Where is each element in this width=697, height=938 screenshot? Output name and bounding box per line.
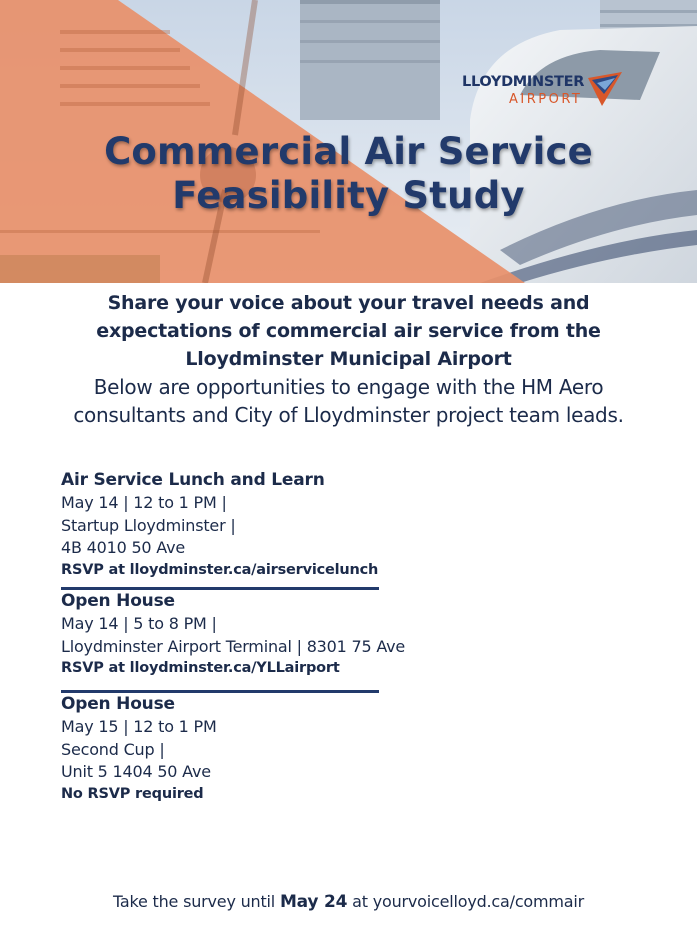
intro-plain-line: Below are opportunities to engage with the HM Aero — [93, 375, 604, 399]
logo-wing-icon — [588, 72, 622, 106]
event-rsvp-link[interactable]: RSVP at lloydminster.ca/YLLairport — [61, 660, 340, 676]
event-open-house-may-15 — [61, 693, 621, 804]
intro-plain-line: consultants and City of Lloydminster project team leads. — [73, 403, 624, 427]
event-date-time: May 14 | 12 to 1 PM | — [61, 493, 227, 512]
event-address: 4B 4010 50 Ave — [61, 538, 186, 557]
footer-prefix: Take the survey until — [112, 892, 280, 911]
intro-bold-line: Lloydminster Municipal Airport — [185, 348, 512, 370]
event-venue: Second Cup | — [61, 739, 165, 759]
hero-title-line-1: Commercial Air Service — [104, 130, 593, 173]
event-title: Open House — [61, 694, 175, 714]
logo-wordmark: LLOYDMINSTER — [462, 74, 585, 90]
event-rsvp-note: No RSVP required — [61, 785, 204, 802]
intro-text — [0, 289, 697, 429]
survey-footer — [0, 891, 697, 913]
hero-title-line-2: Feasibility Study — [172, 174, 525, 217]
lloydminster-airport-logo — [462, 72, 632, 112]
intro-bold-line: Share your voice about your travel needs and — [107, 292, 590, 314]
hero-title — [0, 130, 697, 218]
event-open-house-may-14 — [61, 590, 621, 678]
event-address: Unit 5 1404 50 Ave — [61, 762, 211, 781]
event-date-time: May 15 | 12 to 1 PM — [61, 717, 217, 736]
logo-subtext: AIRPORT — [509, 92, 583, 107]
event-venue: Startup Lloydminster | — [61, 515, 236, 535]
footer-deadline: May 24 — [279, 892, 348, 912]
event-title: Air Service Lunch and Learn — [61, 470, 325, 490]
event-date-time: May 14 | 5 to 8 PM | — [61, 614, 217, 633]
footer-survey-link[interactable]: at yourvoicelloyd.ca/commair — [347, 892, 585, 911]
event-rsvp-link[interactable]: RSVP at lloydminster.ca/airservicelunch — [61, 561, 379, 578]
hero-banner — [0, 0, 697, 283]
intro-bold-line: expectations of commercial air service from the — [96, 320, 601, 342]
event-title: Open House — [61, 591, 175, 611]
event-venue: Lloydminster Airport Terminal | 8301 75 Ave — [61, 636, 406, 656]
event-lunch-and-learn — [61, 469, 621, 580]
